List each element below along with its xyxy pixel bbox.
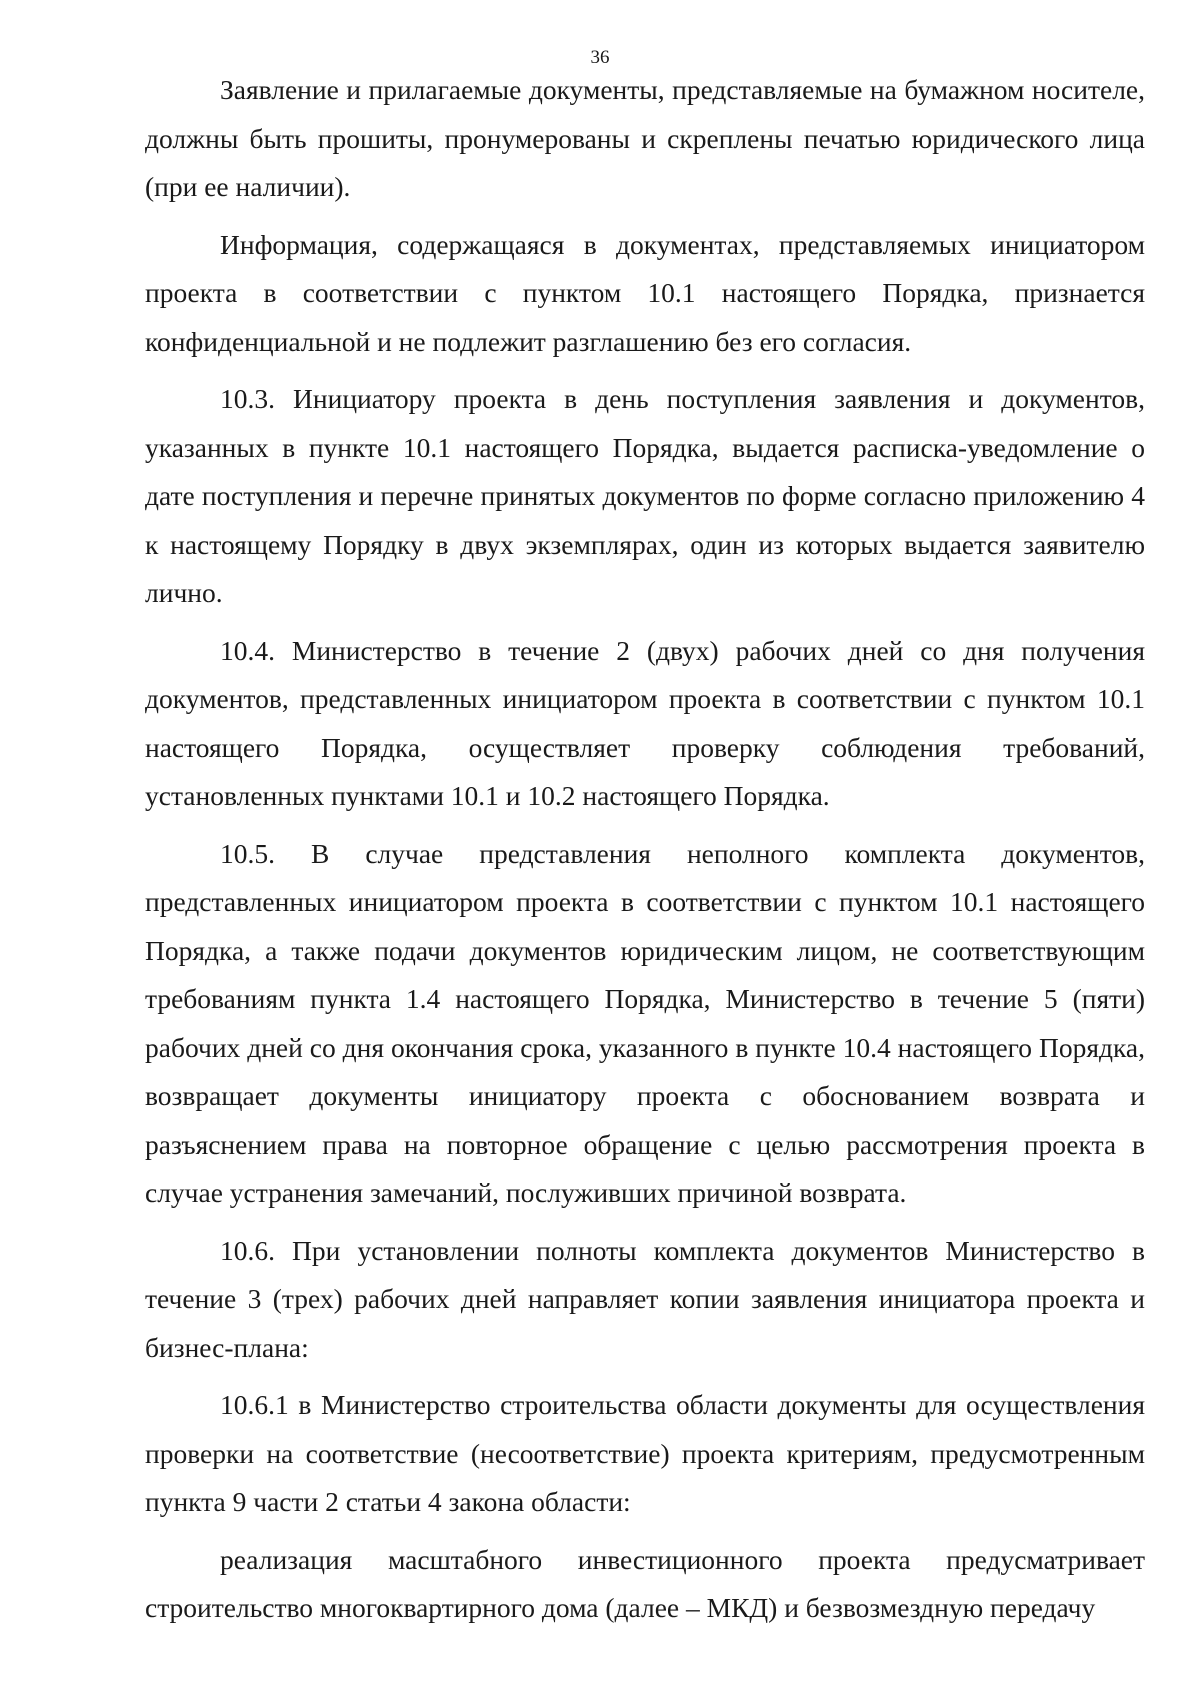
paragraph-10-4: 10.4. Министерство в течение 2 (двух) рабочих дней со дня получения документов, представленных инициатором проекта в соответствии с пунктом 10.1 настоящего Порядка, осуществляет проверку соблюдения требований, установленных пунктами 10.1 и 10.2 настоящего Порядка.	[145, 634, 1145, 811]
paragraph-10-3: 10.3. Инициатору проекта в день поступления заявления и документов, указанных в пункте 10.1 настоящего Порядка, выдается расписка-уведомление о дате поступления и перечне принятых документов по форме согласно приложению 4 к настоящему Порядку в двух экземплярах, один из которых выдается заявителю лично.	[145, 383, 1145, 608]
document-body	[145, 66, 1145, 1633]
paragraph-criteria: реализация масштабного инвестиционного проекта предусматривает строительство многоквартирного дома (далее – МКД) и безвозмездную передачу	[145, 1543, 1145, 1623]
paragraph-10-6-1: 10.6.1 в Министерство строительства области документы для осуществления проверки на соответствие (несоответствие) проекта критериям, предусмотренным пункта 9 части 2 статьи 4 закона области:	[145, 1389, 1145, 1517]
paragraph-confidentiality: Информация, содержащаяся в документах, представляемых инициатором проекта в соответствии с пунктом 10.1 настоящего Порядка, признается конфиденциальной и не подлежит разглашению без его согласия.	[145, 228, 1145, 357]
paragraph-10-5: 10.5. В случае представления неполного комплекта документов, представленных инициатором проекта в соответствии с пунктом 10.1 настоящего Порядка, а также подачи документов юридическим лицом, не соответствующим требованиям пункта 1.4 настоящего Порядка, Министерство в течение 5 (пяти) рабочих дней со дня окончания срока, указанного в пункте 10.4 настоящего Порядка, возвращает документы инициатору проекта с обоснованием возврата и разъяснением права на повторное обращение с целью рассмотрения проекта в случае устранения замечаний, послуживших причиной возврата.	[145, 837, 1145, 1208]
page-number: 36	[590, 47, 610, 68]
paragraph-submission-requirements: Заявление и прилагаемые документы, представляемые на бумажном носителе, должны быть прошиты, пронумерованы и скреплены печатью юридического лица (при ее наличии).	[145, 74, 1145, 202]
paragraph-10-6: 10.6. При установлении полноты комплекта документов Министерство в течение 3 (трех) рабочих дней направляет копии заявления инициатора проекта и бизнес-плана:	[145, 1234, 1145, 1363]
